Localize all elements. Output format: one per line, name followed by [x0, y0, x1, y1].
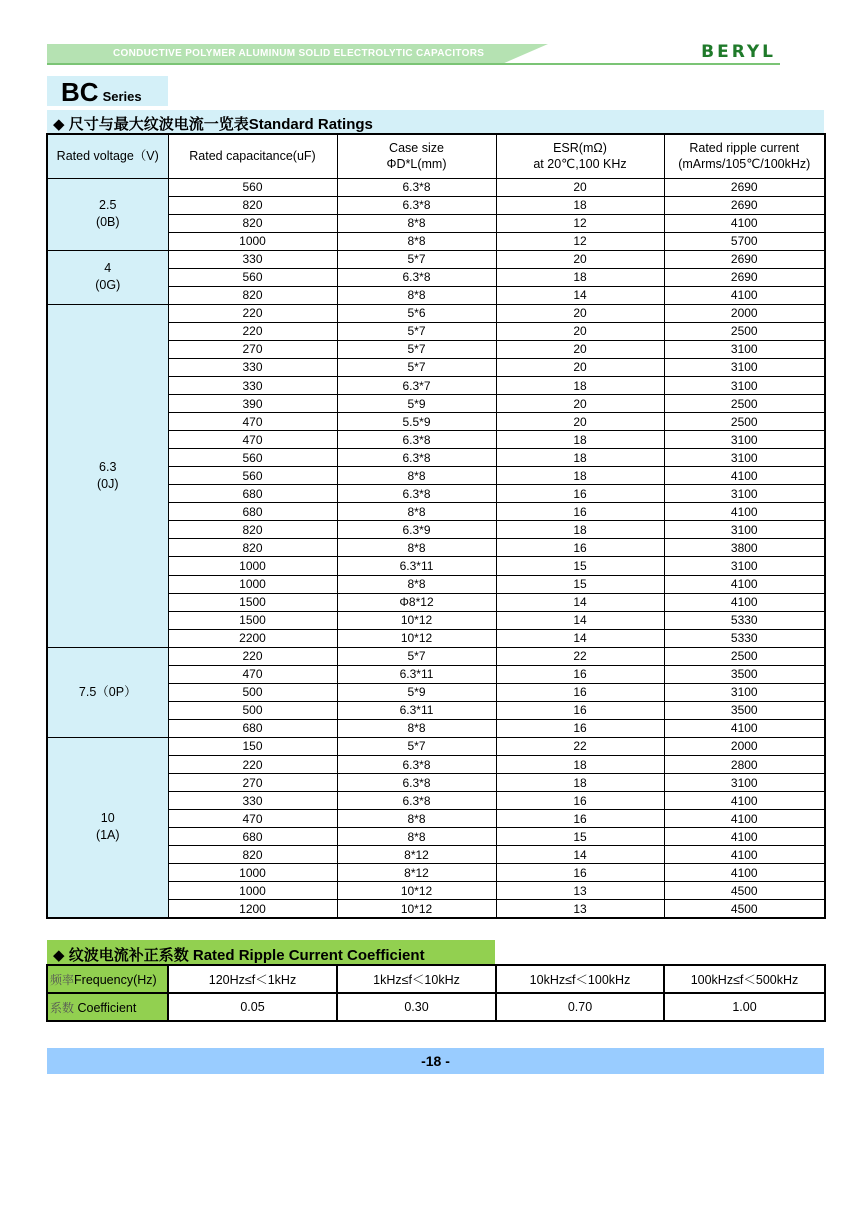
- capacitance-cell: 820: [168, 539, 337, 557]
- esr-cell: 16: [496, 792, 664, 810]
- ripple-current-cell: 2500: [664, 413, 825, 431]
- ripple-current-cell: 3100: [664, 377, 825, 395]
- ripple-current-cell: 3100: [664, 774, 825, 792]
- capacitance-cell: 470: [168, 810, 337, 828]
- coefficient-row: [47, 993, 825, 1021]
- capacitance-cell: 330: [168, 250, 337, 268]
- ripple-current-cell: 3800: [664, 539, 825, 557]
- ripple-coefficient-table: [46, 964, 826, 1022]
- capacitance-cell: 1000: [168, 882, 337, 900]
- case-size-cell: 6.3*9: [337, 521, 496, 539]
- ripple-current-cell: 2000: [664, 304, 825, 322]
- case-size-cell: 6.3*8: [337, 431, 496, 449]
- brand-logo: BERYL: [701, 42, 776, 62]
- ripple-current-cell: 3500: [664, 665, 825, 683]
- voltage-group-cell: [47, 178, 168, 250]
- voltage-group-cell: [47, 737, 168, 917]
- coefficient-cell: 0.05: [168, 993, 337, 1021]
- case-size-cell: 5*7: [337, 358, 496, 376]
- esr-cell: 18: [496, 377, 664, 395]
- capacitance-cell: 1000: [168, 575, 337, 593]
- col-header-ripple-current: [664, 134, 825, 178]
- ripple-current-cell: 4100: [664, 286, 825, 304]
- ripple-current-cell: 4500: [664, 882, 825, 900]
- esr-cell: 14: [496, 286, 664, 304]
- esr-cell: 16: [496, 810, 664, 828]
- capacitance-cell: 390: [168, 395, 337, 413]
- capacitance-cell: 680: [168, 503, 337, 521]
- case-size-cell: 6.3*7: [337, 377, 496, 395]
- esr-cell: 20: [496, 250, 664, 268]
- esr-cell: 16: [496, 701, 664, 719]
- case-size-cell: 10*12: [337, 882, 496, 900]
- ripple-current-cell: 4100: [664, 828, 825, 846]
- frequency-label-cn: 频率: [50, 972, 75, 987]
- esr-cell: 18: [496, 431, 664, 449]
- coefficient-cell: 0.70: [496, 993, 664, 1021]
- series-suffix: Series: [102, 89, 142, 104]
- capacitance-cell: 680: [168, 719, 337, 737]
- capacitance-cell: 270: [168, 340, 337, 358]
- case-size-cell: 8*8: [337, 828, 496, 846]
- case-size-cell: 6.3*8: [337, 196, 496, 214]
- esr-cell: 18: [496, 756, 664, 774]
- voltage-code: (0G): [95, 278, 121, 293]
- esr-cell: 16: [496, 503, 664, 521]
- capacitance-cell: 220: [168, 647, 337, 665]
- capacitance-cell: 330: [168, 792, 337, 810]
- esr-cell: 15: [496, 828, 664, 846]
- page-number: -18 -: [421, 1053, 450, 1069]
- capacitance-cell: 150: [168, 737, 337, 755]
- ratings-section-title: ◆ 尺寸与最大纹波电流一览表Standard Ratings: [53, 116, 373, 133]
- capacitance-cell: 1000: [168, 232, 337, 250]
- esr-cell: 15: [496, 557, 664, 575]
- table-row: [47, 737, 825, 755]
- table-row: [47, 250, 825, 268]
- capacitance-cell: 1200: [168, 900, 337, 918]
- case-size-cell: 5*7: [337, 340, 496, 358]
- esr-cell: 14: [496, 846, 664, 864]
- col-header-case-size: [337, 134, 496, 178]
- capacitance-cell: 330: [168, 377, 337, 395]
- ripple-current-cell: 3100: [664, 449, 825, 467]
- capacitance-cell: 820: [168, 196, 337, 214]
- ripple-current-cell: 3100: [664, 683, 825, 701]
- banner-underline: [47, 63, 780, 65]
- banner-title: CONDUCTIVE POLYMER ALUMINUM SOLID ELECTROLYTIC CAPACITORS: [113, 48, 485, 59]
- capacitance-cell: 680: [168, 485, 337, 503]
- esr-cell: 22: [496, 737, 664, 755]
- case-size-cell: 6.3*11: [337, 557, 496, 575]
- capacitance-cell: 560: [168, 449, 337, 467]
- capacitance-cell: 470: [168, 413, 337, 431]
- ripple-current-cell: 4100: [664, 719, 825, 737]
- ripple-current-cell: 3100: [664, 557, 825, 575]
- capacitance-cell: 220: [168, 322, 337, 340]
- ripple-current-cell: 4100: [664, 575, 825, 593]
- ripple-current-cell: 4100: [664, 846, 825, 864]
- voltage-group-cell: [47, 647, 168, 737]
- capacitance-cell: 330: [168, 358, 337, 376]
- coefficient-label-cn: 系数: [50, 1000, 75, 1015]
- standard-ratings-table: [46, 133, 826, 919]
- coefficient-cell: 0.30: [337, 993, 496, 1021]
- series-title: [61, 77, 142, 108]
- case-size-cell: 6.3*8: [337, 268, 496, 286]
- ripple-current-cell: 4100: [664, 864, 825, 882]
- ripple-current-cell: 4100: [664, 792, 825, 810]
- esr-cell: 15: [496, 575, 664, 593]
- case-size-cell: 8*8: [337, 286, 496, 304]
- capacitance-cell: 220: [168, 756, 337, 774]
- col-header-capacitance: Rated capacitance(uF): [168, 134, 337, 178]
- ripple-current-cell: 4100: [664, 810, 825, 828]
- table-row: [47, 304, 825, 322]
- ripple-current-cell: 3100: [664, 358, 825, 376]
- esr-cell: 20: [496, 413, 664, 431]
- esr-cell: 13: [496, 900, 664, 918]
- case-header-line1: Case size: [389, 141, 444, 156]
- voltage-code: (1A): [95, 828, 120, 843]
- case-size-cell: 5*6: [337, 304, 496, 322]
- ripple-current-cell: 5330: [664, 629, 825, 647]
- capacitance-cell: 470: [168, 665, 337, 683]
- esr-cell: 18: [496, 774, 664, 792]
- ripple-current-cell: 4100: [664, 467, 825, 485]
- esr-cell: 16: [496, 485, 664, 503]
- case-size-cell: 10*12: [337, 900, 496, 918]
- esr-cell: 20: [496, 395, 664, 413]
- page-footer: [47, 1048, 824, 1074]
- coefficient-label: [47, 993, 168, 1021]
- esr-cell: 22: [496, 647, 664, 665]
- esr-cell: 18: [496, 467, 664, 485]
- esr-cell: 12: [496, 232, 664, 250]
- esr-cell: 20: [496, 340, 664, 358]
- frequency-label: [47, 965, 168, 993]
- case-size-cell: 6.3*8: [337, 774, 496, 792]
- esr-cell: 16: [496, 539, 664, 557]
- voltage-code: (0B): [95, 215, 120, 230]
- coefficient-section-title: ◆ 纹波电流补正系数 Rated Ripple Current Coefficient: [53, 947, 425, 964]
- case-size-cell: 8*8: [337, 810, 496, 828]
- ripple-current-cell: 3100: [664, 521, 825, 539]
- esr-cell: 20: [496, 358, 664, 376]
- case-size-cell: 8*8: [337, 503, 496, 521]
- esr-header-line2: at 20℃,100 KHz: [533, 157, 627, 172]
- capacitance-cell: 1000: [168, 557, 337, 575]
- coefficient-label-en: Coefficient: [74, 1000, 137, 1015]
- capacitance-cell: 820: [168, 521, 337, 539]
- ripple-current-cell: 3100: [664, 431, 825, 449]
- esr-cell: 16: [496, 719, 664, 737]
- capacitance-cell: 1500: [168, 593, 337, 611]
- capacitance-cell: 270: [168, 774, 337, 792]
- esr-cell: 18: [496, 449, 664, 467]
- ripple-current-cell: 3100: [664, 485, 825, 503]
- case-size-cell: 8*12: [337, 864, 496, 882]
- capacitance-cell: 220: [168, 304, 337, 322]
- case-size-cell: 6.3*8: [337, 756, 496, 774]
- col-header-esr: [496, 134, 664, 178]
- capacitance-cell: 820: [168, 286, 337, 304]
- esr-cell: 12: [496, 214, 664, 232]
- ripple-current-cell: 2690: [664, 196, 825, 214]
- esr-cell: 18: [496, 268, 664, 286]
- frequency-label-en: Frequency(Hz): [74, 972, 157, 987]
- capacitance-cell: 2200: [168, 629, 337, 647]
- frequency-row: [47, 965, 825, 993]
- case-size-cell: 8*8: [337, 575, 496, 593]
- case-size-cell: 6.3*11: [337, 665, 496, 683]
- ripple-current-cell: 2500: [664, 322, 825, 340]
- esr-cell: 20: [496, 178, 664, 196]
- ripple-header-line2: (mArms/105℃/100kHz): [678, 157, 811, 172]
- capacitance-cell: 1500: [168, 611, 337, 629]
- esr-cell: 20: [496, 304, 664, 322]
- frequency-cell: 100kHz≤f＜500kHz: [664, 965, 825, 993]
- esr-cell: 14: [496, 611, 664, 629]
- case-size-cell: 8*8: [337, 719, 496, 737]
- case-size-cell: 6.3*8: [337, 485, 496, 503]
- ratings-header-row: [47, 134, 825, 178]
- series-title-box: [47, 76, 168, 106]
- table-row: [47, 647, 825, 665]
- banner-taper: [502, 44, 548, 64]
- header-banner: [47, 44, 780, 66]
- capacitance-cell: 470: [168, 431, 337, 449]
- case-size-cell: Φ8*12: [337, 593, 496, 611]
- voltage-value: 10: [100, 811, 115, 826]
- case-size-cell: 5*9: [337, 683, 496, 701]
- coefficient-section-header: [47, 940, 495, 964]
- case-size-cell: 5*7: [337, 737, 496, 755]
- ratings-section-header: [47, 110, 824, 133]
- ripple-current-cell: 4100: [664, 593, 825, 611]
- voltage-value: 4: [104, 261, 112, 276]
- voltage-value: 2.5: [99, 198, 117, 213]
- esr-cell: 16: [496, 665, 664, 683]
- case-size-cell: 5*7: [337, 647, 496, 665]
- ripple-current-cell: 2690: [664, 268, 825, 286]
- voltage-value: 6.3: [99, 459, 117, 474]
- ripple-current-cell: 2500: [664, 395, 825, 413]
- ripple-current-cell: 3500: [664, 701, 825, 719]
- case-size-cell: 6.3*8: [337, 792, 496, 810]
- ripple-current-cell: 2500: [664, 647, 825, 665]
- esr-header-line1: ESR(mΩ): [553, 141, 607, 156]
- capacitance-cell: 500: [168, 701, 337, 719]
- ripple-current-cell: 2690: [664, 178, 825, 196]
- esr-cell: 13: [496, 882, 664, 900]
- capacitance-cell: 1000: [168, 864, 337, 882]
- ripple-current-cell: 2800: [664, 756, 825, 774]
- case-size-cell: 8*12: [337, 846, 496, 864]
- ripple-current-cell: 2690: [664, 250, 825, 268]
- esr-cell: 16: [496, 683, 664, 701]
- case-header-line2: ΦD*L(mm): [386, 157, 447, 172]
- col-header-voltage: Rated voltage（V): [47, 134, 168, 178]
- capacitance-cell: 560: [168, 467, 337, 485]
- frequency-cell: 1kHz≤f＜10kHz: [337, 965, 496, 993]
- voltage-group-cell: [47, 304, 168, 647]
- esr-cell: 14: [496, 629, 664, 647]
- esr-cell: 18: [496, 521, 664, 539]
- case-size-cell: 8*8: [337, 214, 496, 232]
- ripple-current-cell: 3100: [664, 340, 825, 358]
- case-size-cell: 5*7: [337, 322, 496, 340]
- case-size-cell: 10*12: [337, 629, 496, 647]
- ripple-current-cell: 5700: [664, 232, 825, 250]
- ripple-current-cell: 5330: [664, 611, 825, 629]
- case-size-cell: 6.3*11: [337, 701, 496, 719]
- esr-cell: 18: [496, 196, 664, 214]
- capacitance-cell: 500: [168, 683, 337, 701]
- case-size-cell: 10*12: [337, 611, 496, 629]
- capacitance-cell: 560: [168, 268, 337, 286]
- voltage-value: 7.5（0P）: [78, 684, 137, 699]
- coefficient-cell: 1.00: [664, 993, 825, 1021]
- esr-cell: 20: [496, 322, 664, 340]
- capacitance-cell: 820: [168, 846, 337, 864]
- case-size-cell: 8*8: [337, 467, 496, 485]
- capacitance-cell: 560: [168, 178, 337, 196]
- ripple-current-cell: 4100: [664, 214, 825, 232]
- case-size-cell: 8*8: [337, 539, 496, 557]
- esr-cell: 16: [496, 864, 664, 882]
- case-size-cell: 8*8: [337, 232, 496, 250]
- case-size-cell: 6.3*8: [337, 449, 496, 467]
- frequency-cell: 120Hz≤f＜1kHz: [168, 965, 337, 993]
- capacitance-cell: 680: [168, 828, 337, 846]
- ripple-current-cell: 2000: [664, 737, 825, 755]
- ripple-header-line1: Rated ripple current: [689, 141, 800, 156]
- table-row: [47, 178, 825, 196]
- ripple-current-cell: 4500: [664, 900, 825, 918]
- voltage-group-cell: [47, 250, 168, 304]
- esr-cell: 14: [496, 593, 664, 611]
- case-size-cell: 5*7: [337, 250, 496, 268]
- case-size-cell: 6.3*8: [337, 178, 496, 196]
- frequency-cell: 10kHz≤f＜100kHz: [496, 965, 664, 993]
- case-size-cell: 5*9: [337, 395, 496, 413]
- voltage-code: (0J): [96, 476, 119, 491]
- series-name: BC: [61, 77, 99, 107]
- capacitance-cell: 820: [168, 214, 337, 232]
- ripple-current-cell: 4100: [664, 503, 825, 521]
- case-size-cell: 5.5*9: [337, 413, 496, 431]
